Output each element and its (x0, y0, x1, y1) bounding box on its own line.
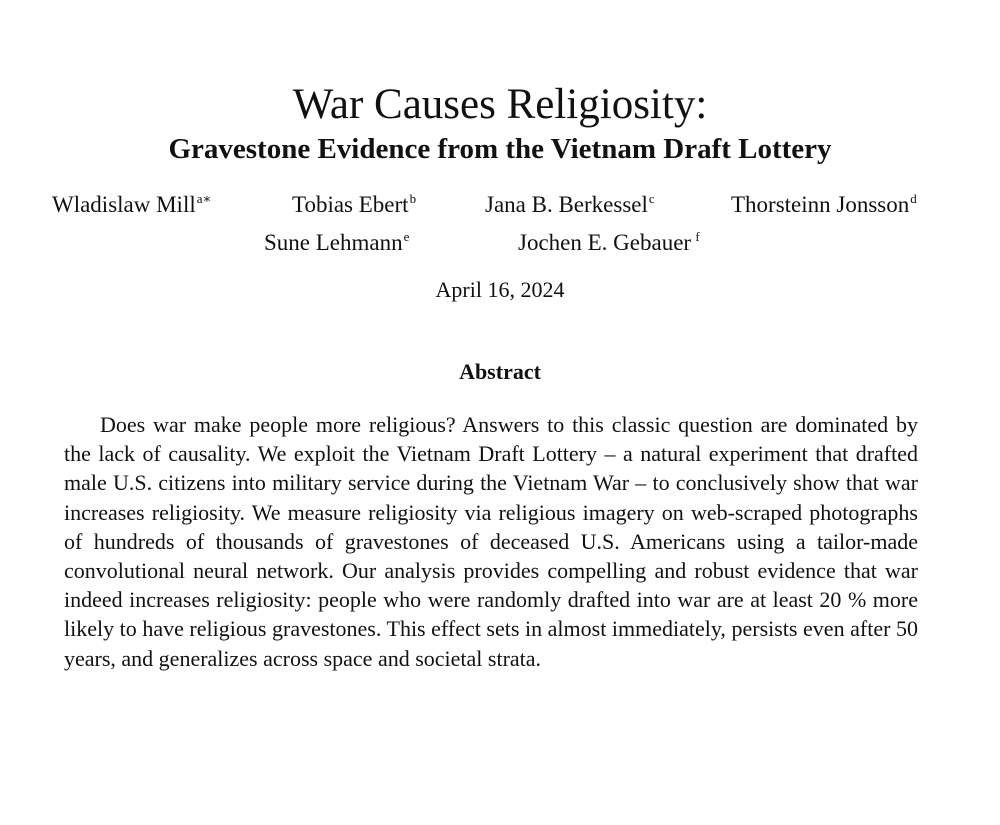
author-jana-berkessel (485, 191, 655, 219)
author-name: Tobias Ebert (292, 192, 409, 217)
author-tobias-ebert (292, 191, 416, 219)
author-affiliation: f (692, 229, 700, 245)
author-affiliation: a∗ (196, 191, 212, 207)
author-affiliation: d (910, 191, 917, 207)
paper-subtitle: Gravestone Evidence from the Vietnam Draft Lottery (168, 133, 832, 165)
author-name: Sune Lehmann (264, 230, 403, 255)
author-sune-lehmann (264, 229, 409, 257)
author-name: Jochen E. Gebauer (518, 230, 692, 255)
author-wladislaw-mill (52, 191, 211, 219)
author-jochen-gebauer (518, 229, 700, 257)
author-affiliation: e (403, 229, 410, 245)
author-affiliation: c (648, 191, 655, 207)
author-name: Jana B. Berkessel (485, 192, 648, 217)
abstract-text: Does war make people more religious? Answers to this classic question are dominated by the lack of causality. We exploit the Vietnam Draft Lottery – a natural experiment that drafted male U.S. citizens into military service during the Vietnam War – to conclusively show that war increases religiosity. We measure religiosity via religious imagery on web-scraped photographs of hundreds of thousands of gravestones of deceased U.S. Americans using a tailor-made convolutional neural network. Our analysis provides compelling and robust evidence that war indeed increases religiosity: people who were randomly drafted into war are at least 20 % more likely to have religious gravestones. This effect sets in almost immediately, persists even after 50 years, and generalizes across space and societal strata. (64, 412, 918, 671)
author-thorsteinn-jonsson (731, 191, 917, 219)
paper-title: War Causes Religiosity: (292, 81, 708, 128)
abstract-heading: Abstract (459, 359, 541, 384)
publication-date: April 16, 2024 (435, 277, 565, 302)
author-name: Wladislaw Mill (52, 192, 196, 217)
author-affiliation: b (409, 191, 417, 207)
author-name: Thorsteinn Jonsson (731, 192, 910, 217)
